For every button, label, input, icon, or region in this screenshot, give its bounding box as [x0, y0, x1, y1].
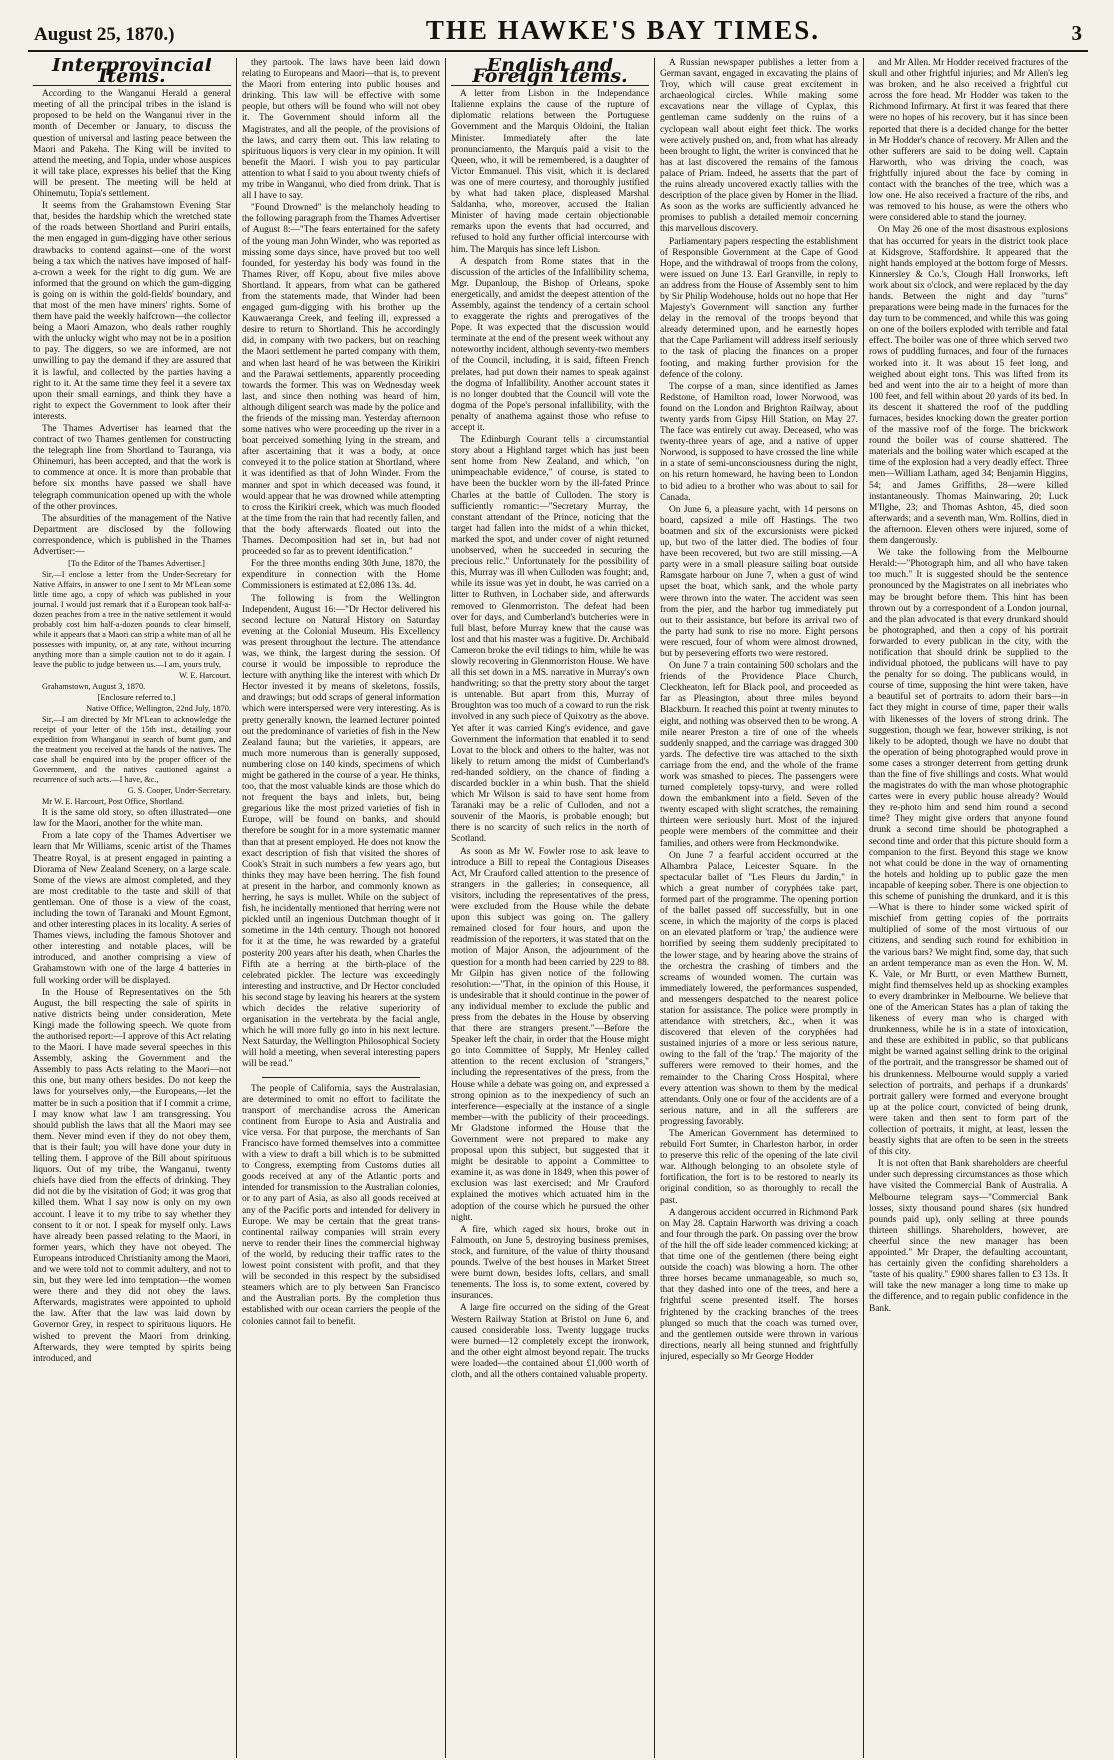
article-paragraph: and Mr Allen. Mr Hodder received fractures of the skull and other frightful injuries; and Mr Allen's leg was broken, and he also received a frightful cut across the fore head. Mr Hodder was taken to the Richmond Infirmary. At first it was feared that there were no hopes of his recovery, but it has since been reported that there is a decided change for the better in Mr Hodder's chance of recovery. Mr Allen and the other sufferers are said to be doing well. Captain Harworth, who was driving the coach, was frightfully injured about the face by coming in contact with the branches of the tree, which was a low one. He also received a fracture of the ribs, and was removed to his house, as were the others who were considered able to stand the journey. — [869, 58, 1068, 224]
letter-body: Sir,—I am directed by Mr M'Lean to acknowledge the receipt of your letter of the 15th inst., detailing your expedition from Whanganui in search of burnt gum, and the treatment you received at the hands of the natives. The case shall be enquired into by the proper officer of the Government, and the natives cautioned against a recurrence of such acts.—I have, &c., — [33, 715, 231, 785]
enclosure-address: Native Office, Wellington, 22nd July, 1870. — [86, 704, 231, 714]
article-paragraph: The Thames Advertiser has learned that the contract of two Thames gentlemen for constructing the telegraph line from Shortland to Tauranga, via Ohinemuri, has been accepted, and that the work is to commence at once. It is more than probable that before six months have passed we shall have telegraph communication opened up with the whole of the other provinces. — [33, 424, 231, 512]
column-3 — [446, 58, 655, 1758]
letter-block — [33, 559, 231, 807]
article-paragraph: As soon as Mr W. Fowler rose to ask leave to introduce a Bill to repeal the Contagious Diseases Act, Mr Crauford called attention to the presence of strangers in the galleries; in consequence, all visitors, including the representatives of the press, were excluded from the House while the debate upon this subject was going on. The gallery remained closed for four hours, and upon the readmission of the reporters, it was stated that on the motion of Major Anson, the adjournment of the question for a month had been carried by 229 to 88. Mr Gilpin has given notice of the following resolution:—"That, in the opinion of this House, it is undesirable that it should continue in the power of any individual member to exclude the public and press from the debates in the House by observing that there are strangers present."—Before the Speaker left the chair, in order that the House might go into Committee of Supply, Mr Henley called attention to the recent exclusion of "strangers," including the representatives of the press, from the House while a debate was going on, and expressed a strong opinion as to the inexpediency of such an interference—especially at the instance of a single member—with the publicity of their proceedings. Mr Gladstone informed the House that the Government were not prepared to make any proposal upon this subject, but suggested that it might be desirable to appoint a Committee to examine it, as was done in 1849, when this power of exclusion was last exercised; and Mr Crauford explained the motives which actuated him in the adoption of the course which he pursued the other night. — [451, 846, 649, 1223]
article-paragraph: A Russian newspaper publishes a letter from a German savant, engaged in excavating the plains of Troy, which will cause great excitement in archaeological circles. While making some excavations near the village of Cyplax, this gentleman came suddenly on the ruins of a cyclopean wall about eight feet thick. The works were actively pushed on, and, from what has already been brought to light, the writer is convinced that he has at last discovered the remains of the famous palace of Priam. Indeed, he asserts that the part of the ruins already uncovered exactly tallies with the description of the place given by Homer in the Iliad. As soon as the works are sufficiently advanced he promises to publish a detailed memoir concerning this marvellous discovery. — [660, 58, 858, 235]
article-paragraph: It is not often that Bank shareholders are cheerful under such depressing circumstances as those which have visited the Commercial Bank of Australia. A Melbourne telegram says—"Commercial Bank losses, sixty thousand pound shares (six hundred pounds paid up), only selling at three pounds thirteen shillings. Shareholders, however, are cheerful since the new manager has been appointed." Mr Draper, the defaulting accountant, has certainly given the confiding shareholders a "taste of his quality." £900 shares fallen to £3 13s. It will take the new manager a long time to make up the difference, and to regain public confidence in the Bank. — [869, 1159, 1068, 1314]
masthead — [28, 6, 1088, 52]
article-paragraph: "Found Drowned" is the melancholy heading to the following paragraph from the Thames Advertiser of August 8:—"The fears entertained for the safety of the young man John Winder, who was reported as missing some days since, have proved but too well founded, for yesterday his body was found in the Thames River, off Kopu, about five miles above Shortland. It appears, from what can be gathered from the statements made, that Winder had been engaged gum-digging with his brother up the Kauwaeranga Creek, and feeling ill, expressed a desire to return to Shortland. This he accordingly did, in company with two packers, but on reaching the Maori settlement he parted company with them, and when last heard of he was between the Kirikiri and the Parawai settlements, apparently proceeding towards the former. This was on Wednesday week last, and since then nothing was heard of him, although diligent search was made by the police and the friends of the missing man. Yesterday afternoon some natives who were proceeding up the river in a boat perceived something lying in the stream, and after ascertaining that it was a body, at once conveyed it to the police station at Shortland, where it was identified as that of John Winder. From the manner and spot in which deceased was found, it would appear that he was drowned while attempting to cross the Kirikiri creek, which was much flooded at the time from the rain that had recently fallen, and that the body afterwards floated out into the Thames. Decomposition had set in, but had not proceeded so far as to prevent identification." — [242, 203, 440, 558]
issue-date: August 25, 1870.) — [34, 24, 175, 45]
article-paragraph: Parliamentary papers respecting the establishment of Responsible Government at the Cape of Good Hope, and the withdrawal of troops from the colony, were issued on June 13. Earl Granville, in reply to an address from the House of Assembly sent to him by Sir Philip Wodehouse, holds out no hope that Her Majesty's Government will sanction any further delay in the removal of the troops beyond that already determined upon, and he earnestly hopes that the Cape Parliament will address itself seriously to the task of placing the finances on a proper footing, and making further provision for the defence of the colony. — [660, 236, 858, 380]
article-paragraph: A despatch from Rome states that in the discussion of the articles of the Infallibility schema, Mgr. Dupanloup, the Bishop of Orleans, spoke energetically, and amidst the deepest attention of the Assembly, against the tendency of a certain school to exaggerate the rights and prerogatives of the Pope. It was expected that the discussion would terminate at the end of the present week without any noteworthy incident, although seventy-two members of the Council, including, it is said, fifteen French prelates, had put down their names to speak against the dogma of Infallibility. Another account states it is no longer doubted that the Council will vote the dogma of the Pope's personal infallibility, with the penalty of anathema against those who refuse to accept it. — [451, 256, 649, 433]
column-2 — [237, 58, 446, 1758]
article-paragraph: The Edinburgh Courant tells a circumstantial story about a Highland target which has just been sent home from New Zealand, and which, "on unimpeachable evidence," of course, is stated to have been the buckler worn by the ill-fated Prince Charles at the battle of Culloden. The story is sufficiently romantic:—"Secretary Murray, the constant attendant of the Prince, noticing that the target had fallen into the midst of a whin thicket, marked the spot, and under cover of night returned unobserved, when he succeeded in securing the precious relic." Unfortunately for the possibility of this, Murray was ill when Culloden was fought; and, while its issue was yet in doubt, he was carried on a litter to Ruthven, in Lochaber side, and afterwards removed to Glenmorriston. The defeat had been over for days, and Cumberland's butcheries were in full blast, before Murray knew that the cause was lost and that his master was a fugitive. Dr. Archibald Cameron broke the evil tidings to him, while he was slowly recovering in Glenmorriston House. We have all this set down in a MS. narrative in Murray's own handwriting; so that the pretty story about the target is untenable. But apart from this, Murray of Broughton was too much of a coward to run the risk involved in any such piece of Quixotry as the above. Yet after it was carried King's evidence, and gave Government the information that enabled it to send Lovat to the block and others to the halter, was not likely to return among the midst of Cumberland's red-handed soldiery, on the chance of finding a discarded buckler in a whin bush. That the shield which Mr Wilson is said to have sent home from Taranaki may be a relic of Culloden, and not a souvenir of the Maoris, is probable enough; but there is no scarcity of such relics in the north of Scotland. — [451, 435, 649, 845]
column-5 — [864, 58, 1073, 1758]
article-paragraph: they partook. The laws have been laid down relating to Europeans and Maori—that is, to prevent the Maori from entering into public houses and drinking. This law will be effective with some people, but others will be found who will not obey it. The Government should inform all the Magistrates, and all the people, of the provisions of the laws, and carry them out. This law relating to spirituous liquors is very clear in my opinion. It will benefit the Maori. I wish you to pay particular attention to what I said to you about twenty chiefs of my tribe in Wanganui, who died from drink. That is all I have to say. — [242, 58, 440, 202]
article-paragraph: A letter from Lisbon in the Independance Italienne explains the cause of the rupture of diplomatic relations between the Portuguese Government and the Marquis Oldoini, the Italian Minister. Immediately after the late pronunciamento, the Marquis paid a visit to the Queen, who, it will be remembered, is a daughter of Victor Emmanuel. This visit, which it is declared was one of mere courtesy, and thoroughly justified by what had taken place, displeased Marshal Saldanha, who, moreover, accused the Italian Minister of having made certain objectionable remarks upon the events that had occurred, and refused to hold any further official intercourse with him. The Marquis has since left Lisbon. — [451, 89, 649, 255]
article-paragraph: In the House of Representatives on the 5th August, the bill respecting the sale of spirits in native districts being under consideration, Mete Kingi made the following speech. We quote from the authorised report:—I approve of this Act relating to the Maori. I have made several speeches in this Assembly, asking the Government and the Assembly to pass Acts relating to the Maori—not this one, but many others besides. Do not keep the laws for yourselves only,—the Europeans,—let the matter be in such a position that if I commit a crime, I may know what law I am transgressing. You should publish the laws that all the Maori may see them. Never mind even if they do not obey them, that is their fault; you will have done your duty in telling them. I approve of the Bill about spirituous liquors. Out of my tribe, the Wanganui, twenty chiefs have died from the effects of drinking. They did not die by the visitation of God; it was grog that killed them. What I say now is only on my own account. I leave it to my tribe to say whether they consent to it or not. I speak for myself only. Laws have already been passed relating to the Maori, in former years, which they have not obeyed. The Europeans introduced Christianity among the Maori, and we were told not to commit adultery, and not to sin, but they were led into temptation—the women were there and they did not obey the laws. Afterwards, magistrates were appointed to uphold the law. After that the law was laid down by Governor Grey, in respect to spirituous liquors. He wished to prevent the Maori from drinking. Afterwards, they were tempted by spirits being introduced, and — [33, 987, 231, 1364]
enclosure-note: [Enclosure referred to.] — [97, 693, 176, 703]
article-paragraph: According to the Wanganui Herald a general meeting of all the principal tribes in the island is proposed to be held on the Wanganui river in the month of December or January, to discuss the question of universal and lasting peace between the Maori and Pakeha. The King will be invited to attend the meeting, and Topia, under whose auspices it will take place, expresses his belief that the King will be present. The meeting will be held at Ohinemutu, Topia's settlement. — [33, 89, 231, 200]
letter-address: Grahamstown, August 3, 1870. — [42, 682, 146, 692]
article-paragraph: From a late copy of the Thames Advertiser we learn that Mr Williams, scenic artist of the Thames Theatre Royal, is at present engaged in painting a Diorama of New Zealand Scenery, on a large scale. Some of the views are almost completed, and they are most creditable to the taste and skill of that gentleman. One of those is a view of the coast, including the town of Taranaki and Mount Egmont, and other interesting places in its locality. A series of Thames views, including the famous Shotover and other interesting and notable places, will be introduced, and another comprising a view of Grahamstown with one of the large 4 batteries in full working order will be displayed. — [33, 831, 231, 986]
article-paragraph: For the three months ending 30th June, 1870, the expenditure in connection with the Home Commissioners is estimated at £2,086 13s. 4d. — [242, 559, 440, 592]
article-paragraph: A dangerous accident occurred in Richmond Park on May 28. Captain Harworth was driving a coach and four through the park. On passing over the brow of the hill the off side leader commenced kicking; at that time one of the gentlemen (there being eight outside the coach) was blowing a horn. The other three horses became unmanageable, so much so, that they dashed into one of the trees, and here a frightful scene presented itself. The horses frightened by the cracking branches of the trees plunged so much that the coach was turned over, and the gentlemen outside were thrown in various directions, nearly all being stunned and frightfully injured, especially so Mr George Hodder — [660, 1207, 858, 1362]
letter-address: Mr W. E. Harcourt, Post Office, Shortland. — [42, 797, 185, 807]
article-paragraph: It seems from the Grahamstown Evening Star that, besides the hardship which the wretched state of the roads between Shortland and Puriri entails, the men engaged in gum-digging have other serious drawbacks to contend against—one of the worst being a tax which the natives have imposed of half-a-crown a week for the right to dig gum. We are informed that the ground on which the gum-digging is going on is within the gold-fields' boundary, and that most of the men have miners' rights. Some of them have paid the weekly halfcrown—the collector being a Maori Amazon, who deals rather roughly with the unlucky wight who may not be in a position to pay. The diggers, so we are informed, are not unwilling to pay the demand if they are assured that it is lawful, and collected by the parties having a right to it. At the same time they feel it a severe tax upon their small earnings, and think they have a right to expect the Government to look after their interests. — [33, 201, 231, 422]
article-paragraph: On May 26 one of the most disastrous explosions that has occurred for years in the district took place at Kidsgrove, Staffordshire. It appeared that the night hands employed at the bottom forge of Messrs. Kinnersley & Co.'s, Clough Hall Ironworks, left work about six o'clock, and were replaced by the day hands. Between the night and day "turns" preparations were being made in the furnaces for the day turn to be commenced, and while this was going on one of the boilers exploded with terrible and fatal effect. The boiler was one of three which served two rows of puddling furnaces, and four of the furnaces worked into it. It was about 15 feet long, and weighed about eight tons. This was lifted from its bed and went into the air to a height of more than 100 feet, and fell within about 20 yards of its bed. In its descent it shattered the roof of the puddling furnaces, besides knocking down the greater portion of the massive roof of the forge. The brickwork round the boiler was of course shattered. The materials and the boiling water which escaped at the time of the explosion had a very deadly effect. Three men—William Latham, aged 34; Benjamin Higgins, 54; and James Griffiths, 28—were killed instantaneously. Thomas Mainwaring, 20; Luck M'Ilghe, 23; and Thomas Ashton, 45, died soon afterwards; and a seventh man, Wm. Rollins, died in the afternoon. Eleven others were injured, some of them dangerously. — [869, 225, 1069, 547]
letter-heading: [To the Editor of the Thames Advertiser.] — [68, 559, 205, 569]
column-1 — [28, 58, 237, 1758]
columns — [28, 58, 1088, 1758]
article-paragraph: On June 7 a fearful accident occurred at the Alhambra Palace, Leicester Square. In the spectacular ballet of "Les Fleurs du Jardin," in which a great number of coryphées take part, formed part of the programme. The opening portion of the ballet passed off successfully, but in one scene, in which the majority of the corps is placed on an elevated platform or 'trap,' the audience were horrified by seeing them suddenly precipitated to the lower stage, and by hearing above the strains of the orchestra the crashing of timbers and the screams of wounded women. The curtain was immediately lowered, the performances suspended, and messengers despatched to the nearest police station for assistance. The police were promptly in attendance with stretchers, &c., when it was discovered that eleven of the coryphées had sustained injuries of a more or less serious nature, owing to the fall of the 'trap.' The majority of the sufferers were removed to their homes, and the remainder to the Charing Cross Hospital, where every attention was shown to them by the medical attendants. Only one or four of the accidents are of a serious nature, and in all the sufferers are progressing favorably. — [660, 850, 858, 1127]
article-paragraph: On June 7 a train containing 500 scholars and the friends of the Providence Place Church, Cleckheaton, left for Black pool, and proceeded as far as Pleasington, about three miles beyond Blackburn. It reached this point at twenty minutes to eight, and nothing was observed then to be wrong. A mile nearer Preston a tire of one of the wheels suddenly snapped, and the carriage was dragged 300 yards. The defective tire was attached to the sixth carriage from the end, and the whole of the frame work was smashed to pieces. The passengers were turned completely topsy-turvy, and were rolled down the embankment into a field. Seven of the twenty escaped with slight scratches, the remaining thirteen were seriously hurt. Most of the injured people were members of the committee and their families, and others were from Heckmondwike. — [660, 661, 858, 849]
article-paragraph: The people of California, says the Australasian, are determined to omit no effort to facilitate the transport of merchandise across the American continent from Europe to Asia and Australia and vice versa. For that purpose, the merchants of San Francisco have formed themselves into a committee with a view to draft a bill which is to be submitted to Congress, exempting from Customs duties all goods received at any of the Atlantic ports and intended for transmission to the Australian colonies, or to any part of Asia, as also all goods received at any of the Pacific ports and intended for delivery in Europe. We may be certain that the great trans-continental railway companies will strain every nerve to render their lines the commercial highway of the world, by reducing their traffic rates to the lowest point consistent with profit, and that they will be seconded in this respect by the subsidised steamers which are to ply between San Francisco and the Australian ports. By the completion thus established with our ocean carriers the people of the colonies cannot fail to benefit. — [242, 1083, 440, 1327]
article-paragraph: The absurdities of the management of the Native Department are disclosed by the following correspondence, which is published in the Thames Advertiser:— — [33, 513, 231, 558]
column-4 — [655, 58, 864, 1758]
newspaper-title: THE HAWKE'S BAY TIMES. — [425, 15, 821, 45]
letter-signature: G. S. Cooper, Under-Secretary. — [127, 786, 231, 796]
article-paragraph: A fire, which raged six hours, broke out in Falmouth, on June 5, destroying business premises, stock, and furniture, of the value of thirty thousand pounds. Twelve of the best houses in Market Street were burnt down, besides lofts, cellars, and small tenements. The loss is, to some extent, covered by insurances. — [451, 1224, 649, 1302]
letter-body: Sir,—I enclose a letter from the Under-Secretary for Native Affairs, in answer to one I sent to Mr M'Lean some little time ago, a copy of which was published in your journal. I would just remark that if a European took half-a-dozen peaches from a tree in the native settlement it would probably cost him half-a-dozen pounds to clear himself, while it appears that a Maori can strip a white man of all he possesses with impunity, or, at any rate, without incurring anything more than a simple caution not to do it again. I leave the public to judge between us.—I am, yours truly, — [33, 570, 231, 670]
section-heading-interprovincial: Interprovincial Items. — [33, 60, 231, 86]
letter-signature: W. E. Harcourt. — [179, 671, 231, 681]
article-paragraph: It is the same old story, so often illustrated—one law for the Maori, another for the white man. — [33, 808, 231, 830]
section-heading-english-foreign: English and Foreign Items. — [451, 60, 649, 86]
article-paragraph: We take the following from the Melbourne Herald:—"Photograph him, and all who have taken too much." It is suggested should be the sentence pronounced by the Magistrates on all inebriates who may be brought before them. This hint has been thrown out by a correspondent of a London journal, and the plan advocated is that every drunkard should be photographed, and then a copy of his portrait forwarded to every publican in the city, with the notification that should drink be supplied to the individual photoed, the publicans will have to pay the penalty for so doing. The publicans would, in course of time, supposing the hint were taken, have a beautiful set of portraits to adorn their bars—in fact they might in course of time, paper their walls with likenesses of the lovers of strong drink. The suggestion, though we fear, however striking, is not likely to be adopted, though we have no doubt that the operation of being photographed would prove in some cases a stronger deterrent from getting drunk than the fine of five shillings and costs. What would the magistrates do with the man whose photographic cartes were in every public house already? Would they re-photo him and send him round a second time? They might give orders that anyone found drunk a second time should be photographed a second time and order that this picture should form a companion to the first. Beyond this stage we know not what could be done in the way of ornamenting the hotels and holding up to public gaze the men incapable of keeping sober. There is one objection to this scheme of punishing the drunkard, and it is this—What is there to hinder some wicked spirit of mischief from getting copies of the portraits multiplied of some of the most virtuous of our citizens, and sending such round for exhibition in the various bars? We might find, some day, that such an ardent temperance man as even the Hon. W. M. K. Vale, or Mr Burtt, or even Matthew Burnett, might find themselves held up as shocking examples to every drambrinker in Melbourne. We believe that one of the American States has a plan of taking the likeness of every man who is charged with drunkenness, while he is in a state of intoxication, and these are exhibited in public, so that publicans might be warned against selling drink to the original of the portrait, and the transgressor be shamed out of his drunkenness. Melbourne would supply a varied selection of portraits, and perhaps if a drunkards' portrait gallery were formed and everyone brought up at the police court, convicted of being drunk, were taken and then sent to form part of the collection of portraits, it might, at least, lessen the beastly sights that are often to be seen in the streets of this city. — [869, 548, 1068, 1158]
article-paragraph: A large fire occurred on the siding of the Great Western Railway Station at Bristol on June 6, and caused considerable loss. Twenty luggage trucks were burned—12 completely except the ironwork, and the other eight almost beyond repair. The trucks were loaded—the contained about £1,000 worth of cloth, and all the others contained valuable property. — [451, 1303, 649, 1380]
article-paragraph: The American Government has determined to rebuild Fort Sumter, in Charleston harbor, in order to preserve this relic of the opening of the late civil war. Although belonging to an obsolete style of fortification, the fort is to be restored to nearly its original condition, so as thoroughly to recall the past. — [660, 1129, 858, 1206]
article-paragraph: The following is from the Wellington Independent, August 16:—"Dr Hector delivered his second lecture on Natural History on Saturday evening at the Colonial Museum. His Excellency was present throughout the lecture. The attendance was, we think, the largest during the session. Of course it would be impossible to reproduce the lecture with anything like the interest with which Dr Hector invested it by means of skeletons, fossils, and drawings; but odd scraps of general information which were interspersed were very interesting. As is pretty generally known, the learned lecturer pointed out the predominance of varieties of fish in the New Zealand fauna; but the varieties, it appears, are much more numerous than is generally supposed, numbering close on 140 kinds, specimens of which might be gathered in the course of a year. He thinks, too, that the most valuable kinds are those which do not frequent the bays and inlets, but, being gregarious like the most prized varieties of fish in Europe, will be found on banks, and should therefore be sought for in a more systematic manner than that at present employed. He does not know the exact description of fish that visited the shores of Cook's Strait in such numbers a few years ago, but thinks they may have been herring. The fish found at present in the harbor, and commonly known as herring, he says is mullet. While on the subject of fish, he incidentally mentioned that herring were not pickled until an ingenious Dutchman thought of it sometime in the 14th century. Though not honored for it at the time, he was rewarded by a grateful posterity 200 years after his death, when Charles the Fifth ate a herring at the birth-place of the celebrated pickler. The lecture was exceedingly interesting and instructive, and Dr Hector concluded his second stage by leaving his hearers at the system which decides the relative superiority of organisation in the vertebrata by the facial angle, which he will more fully go into in his next lecture. Next Saturday, the Wellington Philosophical Society will hold a meeting, when several interesting papers will be read." — [242, 593, 440, 1070]
page-number: 3 — [1071, 21, 1082, 45]
article-paragraph: The corpse of a man, since identified as James Redstone, of Hamilton road, lower Norwood, was found on the London and Brighton Railway, about twenty yards from Gipsy Hill Station, on May 27. The face was entirely cut away. Deceased, who was twenty-three years of age, and a native of upper Norwood, is supposed to have crossed the line while in a state of semi-unconsciousness during the night, on his return homeward, he having been to London to bid adieu to a brother who was about to sail for Canada. — [660, 381, 858, 503]
divider — [262, 1077, 420, 1078]
article-paragraph: On June 6, a pleasure yacht, with 14 persons on board, capsized a mile off Hastings. The two boatmen and six of the excursionists were picked up, but two of the latter died. The bodies of four have been recovered, but two are still missing.—A party were in a small pleasure sailing boat outside Ramsgate harbour on June 7, when a gust of wind upset the boat, which sank, and the whole party were thrown into the water. The accident was seen from the pier, and the harbor tug immediately put out to their assistance, but before its arrival two of the party had sunk to rise no more. Eight persons were rescued, four of whom were almost drowned, but by persevering efforts two were restored. — [660, 504, 858, 659]
